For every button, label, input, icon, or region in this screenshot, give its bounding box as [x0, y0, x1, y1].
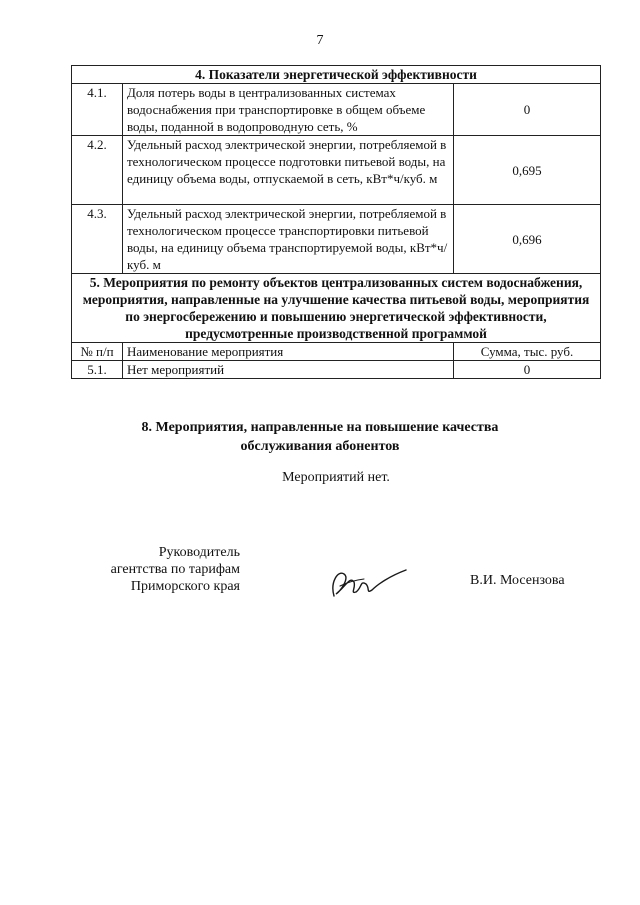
measure-sum: 0	[454, 361, 601, 379]
column-header-name: Наименование мероприятия	[123, 343, 454, 361]
indicator-value: 0,696	[454, 205, 601, 274]
section-8-title-line-1: 8. Мероприятия, направленные на повышение качества	[141, 420, 499, 435]
table-row	[72, 84, 601, 136]
handwritten-signature	[320, 552, 410, 602]
row-number: 4.2.	[72, 136, 123, 205]
signer-position-line-2: агентства по тарифам	[110, 562, 240, 577]
section-8-body: Мероприятий нет.	[282, 470, 390, 485]
signer-position-line-3: Приморского края	[130, 579, 240, 594]
page-number: 7	[316, 33, 324, 48]
indicator-description: Удельный расход электрической энергии, потребляемой в технологическом процессе транспортировки питьевой воды, на единицу объема транспортируемой воды, кВт*ч/куб. м	[123, 205, 454, 274]
table-row	[72, 361, 601, 379]
indicator-description: Доля потерь воды в централизованных системах водоснабжения при транспортировке в общем объеме воды, поданной в водопроводную сеть, %	[123, 84, 454, 136]
section-4-title: 4. Показатели энергетической эффективности	[72, 66, 601, 84]
section-5-title: 5. Мероприятия по ремонту объектов централизованных систем водоснабжения, мероприятия, направленные на улучшение качества питьевой воды, мероприятия по энергосбережению и повышению энергетической эффективности, предусмотренные производственной программой	[72, 274, 601, 343]
signer-name: В.И. Мосензова	[470, 573, 565, 588]
row-number: 4.3.	[72, 205, 123, 274]
row-number: 4.1.	[72, 84, 123, 136]
measure-name: Нет мероприятий	[123, 361, 454, 379]
column-header-row	[72, 343, 601, 361]
signer-position-line-1: Руководитель	[158, 545, 240, 560]
section-4-header-row	[72, 66, 601, 84]
column-header-sum: Сумма, тыс. руб.	[454, 343, 601, 361]
section-5-header-row	[72, 274, 601, 343]
indicators-table	[71, 65, 601, 379]
indicator-description: Удельный расход электрической энергии, потребляемой в технологическом процессе подготовки питьевой воды, на единицу объема воды, отпускаемой в сеть, кВт*ч/куб. м	[123, 136, 454, 205]
signer-position	[60, 544, 240, 595]
row-number: 5.1.	[72, 361, 123, 379]
table-row	[72, 136, 601, 205]
indicator-value: 0	[454, 84, 601, 136]
indicator-value: 0,695	[454, 136, 601, 205]
table-row	[72, 205, 601, 274]
section-8-title-line-2: обслуживания абонентов	[240, 439, 400, 454]
column-header-number: № п/п	[72, 343, 123, 361]
section-8-heading	[0, 418, 640, 456]
